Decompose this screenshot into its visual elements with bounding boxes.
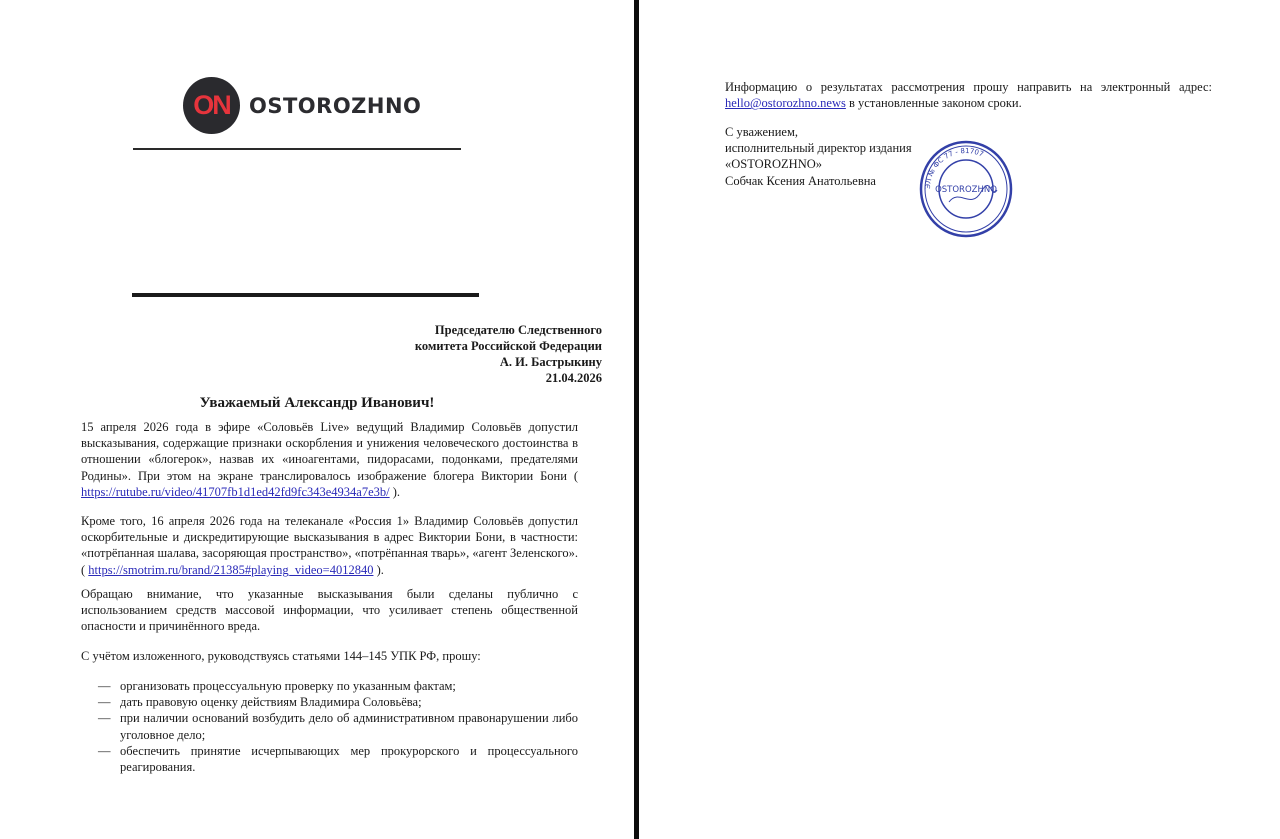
addressee-line: комитета Российской Федерации: [414, 339, 602, 353]
logo-circle-icon: [183, 77, 240, 134]
addressee-name: А. И. Бастрыкину: [499, 355, 602, 369]
paragraph-end: ).: [389, 484, 401, 499]
salutation: Уважаемый Александр Иванович!: [199, 395, 435, 411]
paragraph-3: Обращаю внимание, что указанные высказывания были сделаны публично с использованием средств массовой информации, что усиливает степень общественной опасности и причинённого вреда.: [81, 587, 578, 634]
ostorozhno-logo: [183, 77, 421, 134]
paragraph-1: [81, 419, 578, 500]
stamp-center-text: OSTOROZHNO: [935, 185, 997, 195]
reply-text: Информацию о результатах рассмотрения прошу направить на электронный адрес:: [725, 80, 1212, 94]
paragraph-text: Кроме того, 16 апреля 2026 года на телеканале «Россия 1» Владимир Соловьёв допустил оскорбительные и дискредитирующие высказывания в адрес Виктории Бони, в частности: «потрёпанная шалава, засоряющая пространство», «потрёпанная тварь», «агент Зеленского». (: [81, 514, 578, 577]
letter-page-1: [0, 0, 634, 839]
header-rule: [133, 148, 461, 150]
reply-request: [725, 79, 1212, 111]
list-item: — обеспечить принятие исчерпывающих мер прокурорского и процессуального реагирования.: [98, 743, 578, 775]
list-item: — дать правовую оценку действиям Владимира Соловьёва;: [98, 695, 422, 710]
request-list: [98, 678, 578, 775]
logo-mark: ON: [193, 90, 230, 120]
header-rule-thick: [132, 293, 479, 297]
logo-brand-name: OSTOROZHNO: [249, 93, 422, 118]
paragraph-2: [81, 513, 578, 578]
rutube-link[interactable]: https://rutube.ru/video/41707fb1d1ed42fd9fc343e4934a7e3b/: [81, 484, 390, 499]
reply-end: в установленные законом сроки.: [845, 96, 1022, 111]
list-item: — организовать процессуальную проверку по указанным фактам;: [98, 679, 456, 693]
smotrim-link[interactable]: https://smotrim.ru/brand/21385#playing_video=4012840: [88, 562, 374, 577]
publication-name: «OSTOROZHNO»: [725, 157, 822, 172]
signer-position: исполнительный директор издания: [725, 141, 912, 156]
addressee-line: Председателю Следственного: [434, 323, 602, 337]
letter-date: 21.04.2026: [545, 371, 602, 385]
list-item: — при наличии оснований возбудить дело об административном правонарушении либо уголовное дело;: [98, 711, 578, 742]
paragraph-end: ).: [373, 562, 384, 577]
email-link[interactable]: hello@ostorozhno.news: [725, 96, 846, 111]
regards: С уважением,: [725, 125, 798, 139]
paragraph-text: 15 апреля 2026 года в эфире «Соловьёв Live» ведущий Владимир Соловьёв допустил высказывания, содержащие признаки оскорбления и унижения человеческого достоинства в отношении «блогерок», назвав их «иноагентами, пидорасами, подонками, предателями Родины». При этом на экране транслировалось изображение блогера Виктории Бони (: [81, 420, 578, 483]
seal-stamp-icon: [919, 140, 1013, 238]
stamp-ring-text: ЭЛ № ФС 77 - 81707: [923, 146, 985, 190]
paragraph-4: С учётом изложенного, руководствуясь статьями 144–145 УПК РФ, прошу:: [81, 649, 481, 663]
addressee-block: [415, 322, 602, 386]
signer-name: Собчак Ксения Анатольевна: [725, 173, 876, 188]
